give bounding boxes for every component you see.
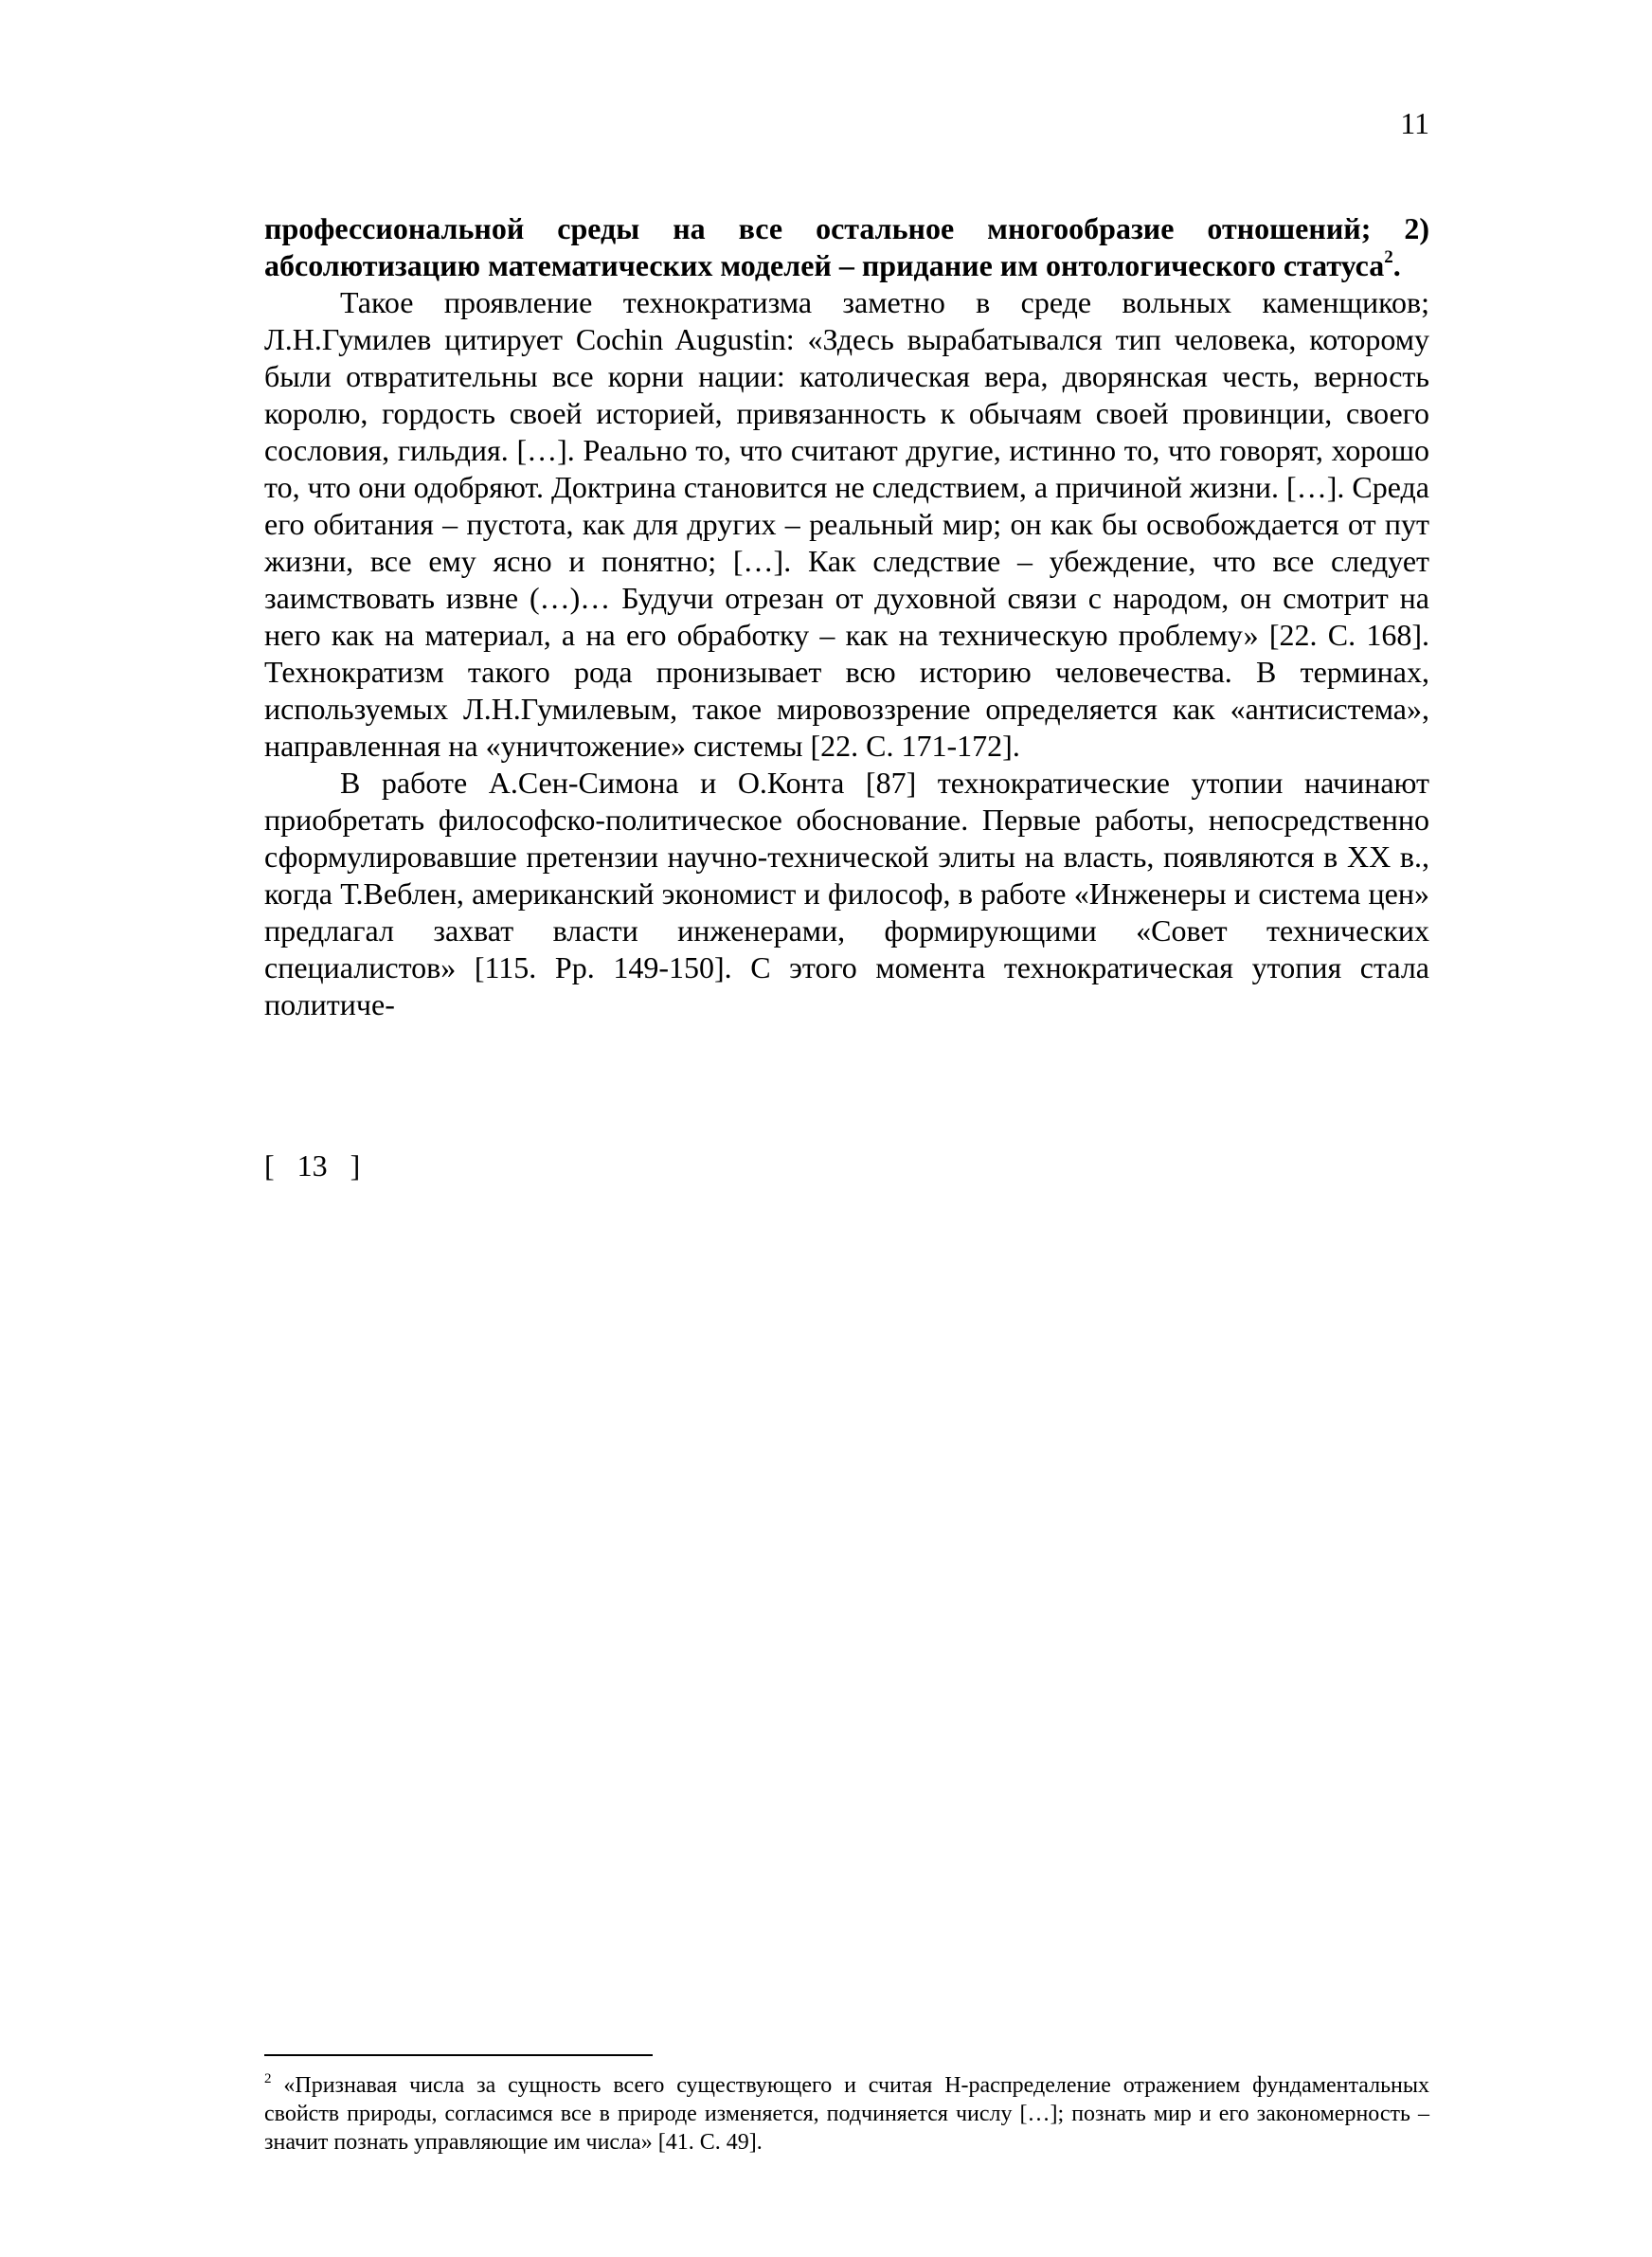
source-page-marker: [ 13 ] [264,1148,361,1183]
paragraph-technocratism: Такое проявление технократизма заметно в среде вольных каменщиков; Л.Н.Гумилев цитирует Cochin Augustin: «Здесь вырабатывался тип человека, которому были отвратительны все корни нации: католическая вера, дворянская честь, верность королю, гордость своей историей, привязанность к обычаям своей провинции, своего сословия, гильдия. […]. Реально то, что считают другие, истинно то, что говорят, хорошо то, что они одобряют. Доктрина становится не следствием, а причиной жизни. […]. Среда его обитания – пустота, как для других – реальный мир; он как бы освобождается от пут жизни, все ему ясно и понятно; […]. Как следствие – убеждение, что все следует заимствовать извне (…)… Будучи отрезан от духовной связи с народом, он смотрит на него как на материал, а на его обработку – как на техническую проблему» [22. С. 168]. Технократизм такого рода пронизывает всю историю человечества. В терминах, используемых Л.Н.Гумилевым, такое мировоззрение определяется как «антисистема», направленная на «уничтожение» системы [22. С. 171-172]. [264,285,1429,763]
paragraph-saint-simon: В работе А.Сен-Симона и О.Конта [87] технократические утопии начинают приобретать философско-политическое обоснование. Первые работы, непосредственно сформулировавшие претензии научно-технической элиты на власть, появляются в XX в., когда Т.Веблен, американский экономист и философ, в работе «Инженеры и система цен» предлагал захват власти инженерами, формирующими «Совет технических специалистов» [115. Pp. 149-150]. С этого момента технократическая утопия стала политиче- [264,766,1429,1021]
footnote [264,2071,1429,2157]
bold-paragraph-text: профессиональной среды на все остальное многообразие отношений; 2) абсолютизацию математических моделей – придание им онтологического статуса [264,211,1429,282]
footnote-reference: 2 [1384,247,1393,267]
footnote-divider [264,2054,653,2056]
footnote-text: «Признавая числа за сущность всего существующего и считая Н-распределение отражением фундаментальных свойств природы, согласимся все в природе изменяется, подчиняется числу […]; познать мир и его закономерность – значит познать управляющие им числа» [41. С. 49]. [264,2073,1430,2155]
bold-paragraph-end: . [1392,248,1401,282]
page-number: 11 [1400,106,1429,140]
bold-paragraph [264,210,1429,284]
main-text [264,210,1429,1023]
footnote-marker: 2 [264,2071,272,2086]
